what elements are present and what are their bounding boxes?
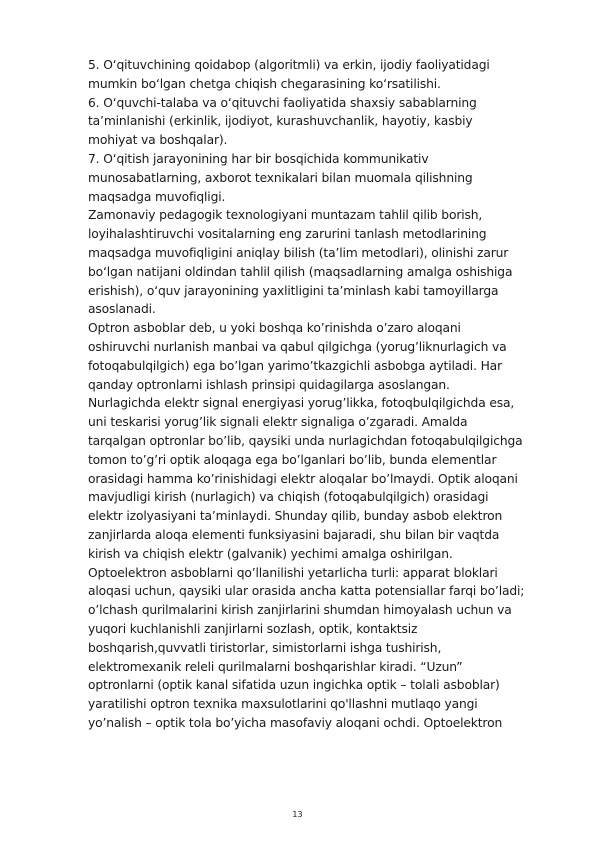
text-line: 6. O‘quvchi-talaba va o‘qituvchi faoliyatida shaxsiy sabablarning <box>88 95 477 110</box>
text-line: Optoelektron asboblarni qo’llanilishi yetarlicha turli: apparat bloklari <box>88 565 498 580</box>
text-line: 7. O‘qitish jarayonining har bir bosqichida kommunikativ <box>88 151 429 166</box>
text-line: maqsadga muvofiqligini aniqlay bilish (ta’lim metodlari), olinishi zarur <box>88 245 509 260</box>
text-line: yuqori kuchlanishli zanjirlarni sozlash, optik, kontaktsiz <box>88 621 418 636</box>
text-line: oshiruvchi nurlanish manbai va qabul qilgichga (yorug’liknurlagich va <box>88 339 507 354</box>
body-text <box>88 56 560 733</box>
text-line: yo’nalish – optik tola bo’yicha masofaviy aloqani ochdi. Optoelektron <box>88 715 503 730</box>
text-line: mohiyat va boshqalar). <box>88 133 228 148</box>
text-line: tomon to’g’ri optik aloqaga ega bo’lganlari bo’lib, bunda elementlar <box>88 452 497 467</box>
text-line: Zamonaviy pedagogik texnologiyani muntazam tahlil qilib borish, <box>88 208 483 223</box>
text-line: yaratilishi optron texnika maxsulotlarini qo'llashni mutlaqo yangi <box>88 697 478 712</box>
text-line: 5. O‘qituvchining qoidabop (algoritmli) va erkin, ijodiy faoliyatidagi <box>88 58 490 72</box>
text-line: erishish), o‘quv jarayonining yaxlitligini ta’minlash kabi tamoyillarga <box>88 283 499 298</box>
page-number: 13 <box>292 810 303 819</box>
text-line: Optron asboblar deb, u yoki boshqa ko’rinishda o’zaro aloqani <box>88 321 461 336</box>
text-line: bo‘lgan natijani oldindan tahlil qilish (maqsadlarning amalga oshishiga <box>88 264 513 279</box>
text-line: boshqarish,quvvatli tiristorlar, simistorlarni ishga tushirish, <box>88 640 442 655</box>
text-line: uni teskarisi yorug’lik signali elektr signaliga o’zgaradi. Amalda <box>88 415 468 430</box>
text-line: ta’minlanishi (erkinlik, ijodiyot, kurashuvchanlik, hayotiy, kasbiy <box>88 114 473 129</box>
text-line: Nurlagichda elektr signal energiyasi yorug’likka, fotoqbulqilgichda esa, <box>88 396 515 411</box>
text-line: tarqalgan optronlar bo’lib, qaysiki unda nurlagichdan fotoqabulqilgichga <box>88 433 523 448</box>
text-line: orasidagi hamma ko’rinishidagi elektr aloqalar bo’lmaydi. Optik aloqani <box>88 471 518 486</box>
text-line: fotoqabulqilgich) ega bo’lgan yarimo’tkazgichli asbobga aytiladi. Har <box>88 358 502 373</box>
text-line: zanjirlarda aloqa elementi funksiyasini bajaradi, shu bilan bir vaqtda <box>88 527 500 542</box>
text-line: aloqasi uchun, qaysiki ular orasida ancha katta potensiallar farqi bo’ladi; <box>88 584 525 599</box>
text-line: elektr izolyasiyani ta’minlaydi. Shunday qilib, bunday asbob elektron <box>88 509 503 524</box>
text-line: maqsadga muvofiqligi. <box>88 189 226 204</box>
text-line: optronlarni (optik kanal sifatida uzun ingichka optik – tolali asboblar) <box>88 678 500 693</box>
text-line: mumkin bo‘lgan chetga chiqish chegarasining ko‘rsatilishi. <box>88 76 441 91</box>
text-line: asoslanadi. <box>88 302 156 317</box>
text-line: qanday optronlarni ishlash prinsipi quidagilarga asoslangan. <box>88 377 450 392</box>
text-line: loyihalashtiruvchi vositalarning eng zarurini tanlash metodlarining <box>88 227 487 242</box>
text-line: elektromexanik releli qurilmalarni boshqarishlar kiradi. “Uzun” <box>88 659 463 674</box>
text-line: o’lchash qurilmalarini kirish zanjirlarini shumdan himoyalash uchun va <box>88 603 512 618</box>
text-line: kirish va chiqish elektr (galvanik) yechimi amalga oshirilgan. <box>88 546 453 561</box>
text-line: munosabatlarning, axborot texnikalari bilan muomala qilishning <box>88 170 473 185</box>
text-line: mavjudligi kirish (nurlagich) va chiqish (fotoqabulqilgich) orasidagi <box>88 490 489 505</box>
